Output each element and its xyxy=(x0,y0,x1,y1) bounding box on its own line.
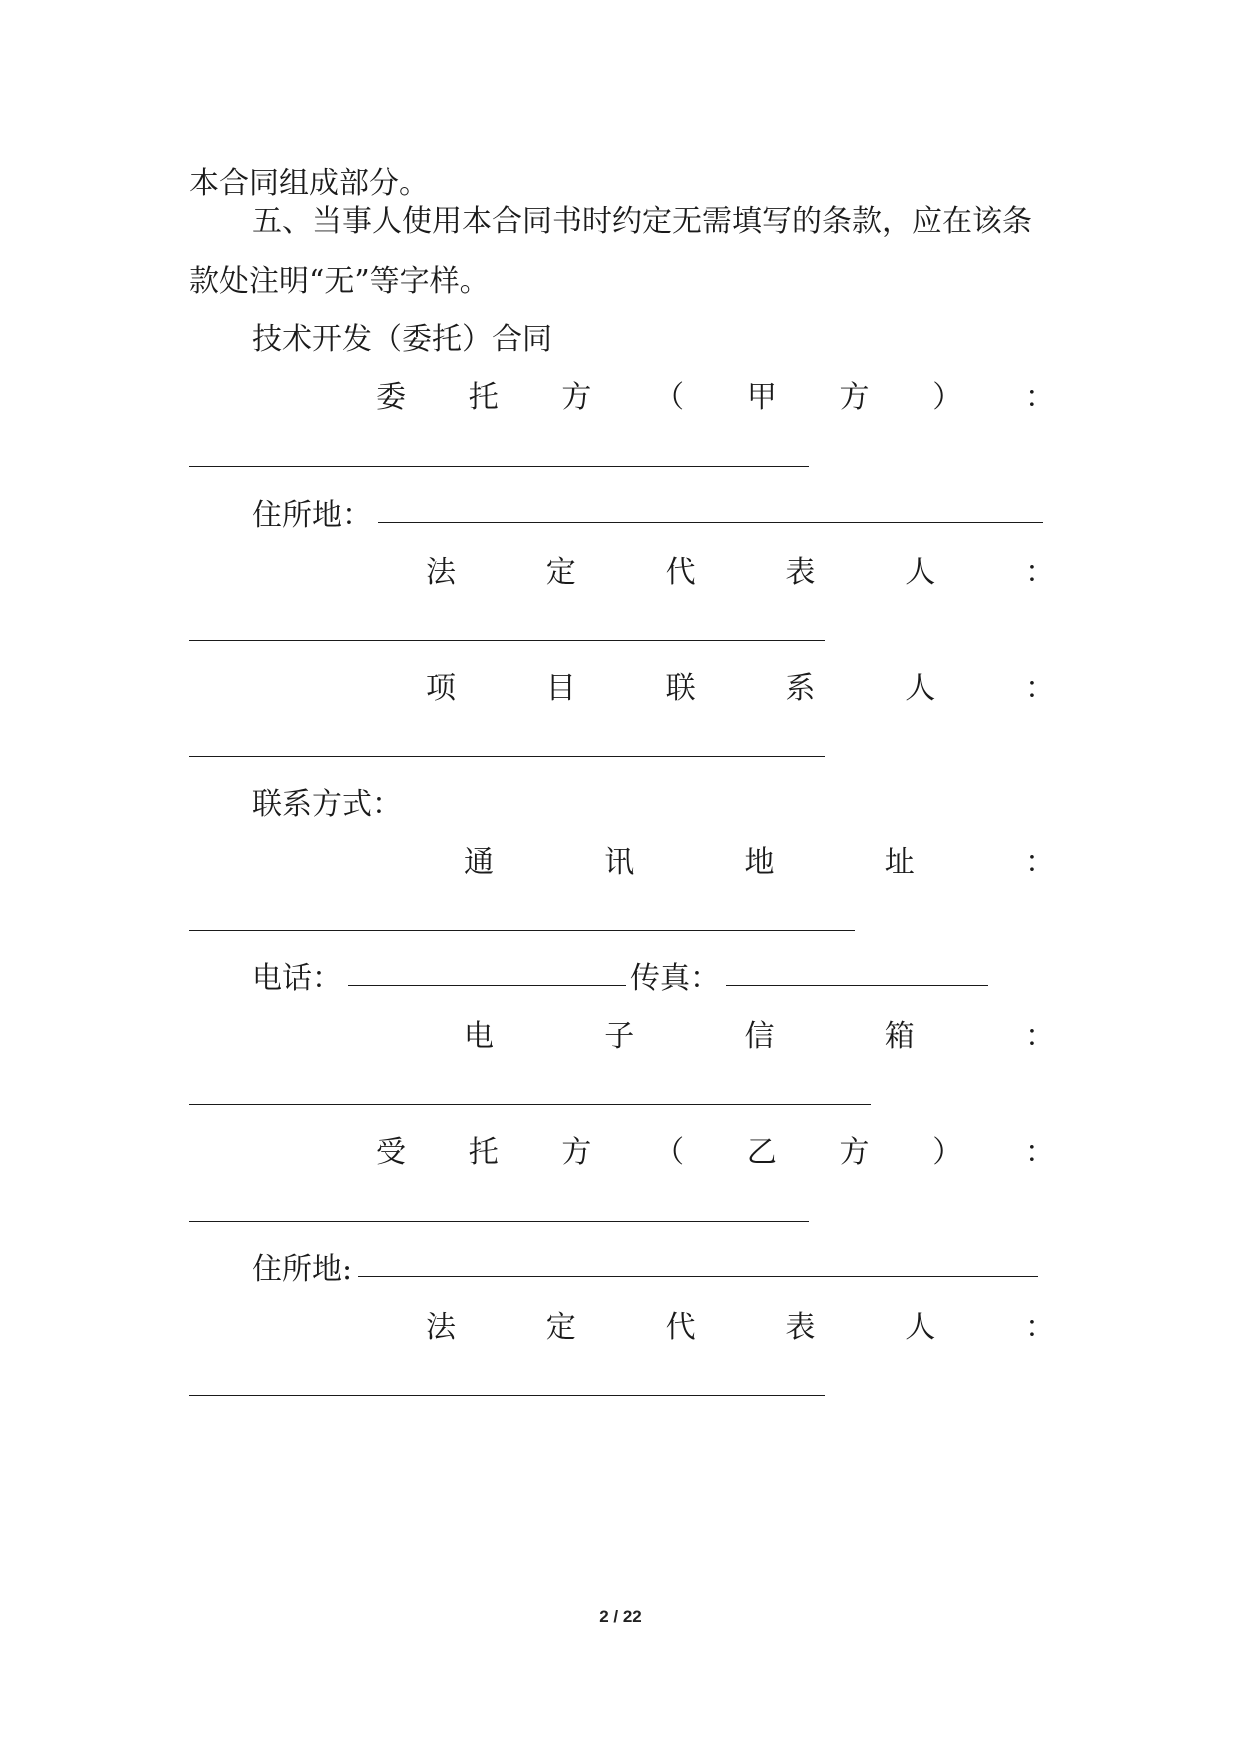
email-blank xyxy=(189,1104,871,1105)
party-b-address-row: 住所地: xyxy=(252,1250,1038,1290)
party-b-legal-rep-blank xyxy=(189,1395,825,1396)
party-a-legal-rep-blank xyxy=(189,640,825,641)
mail-address-blank xyxy=(189,930,855,931)
email-label: 电 子 信 箱 ： xyxy=(464,1019,1055,1054)
party-b-legal-rep-label: 法 定 代 表 人 ： xyxy=(426,1310,1055,1345)
contract-title: 技术开发（委托）合同 xyxy=(252,322,552,357)
page-indicator: 2 / 22 xyxy=(599,1607,642,1626)
party-a-project-contact-blank xyxy=(189,756,825,757)
party-a-address-blank xyxy=(378,522,1043,523)
party-a-label: 委 托 方 （ 甲 方 ） ： xyxy=(376,380,1055,415)
mail-address-label: 通 讯 地 址 ： xyxy=(464,845,1055,880)
party-b-address-blank xyxy=(358,1276,1038,1277)
paragraph-continuation: 本合同组成部分。 xyxy=(189,166,429,201)
party-a-project-contact-label: 项 目 联 系 人 ： xyxy=(426,671,1055,706)
party-b-name-blank xyxy=(189,1221,809,1222)
contact-method-label: 联系方式： xyxy=(252,787,402,822)
party-b-label: 受 托 方 （ 乙 方 ） ： xyxy=(376,1135,1055,1170)
party-a-name-blank xyxy=(189,466,809,467)
phone-blank xyxy=(348,985,626,986)
clause-five-line2: 款处注明“无”等字样。 xyxy=(189,264,490,299)
party-a-legal-rep-label: 法 定 代 表 人 ： xyxy=(426,555,1055,590)
party-a-address-row: 住所地： xyxy=(252,496,1043,536)
phone-fax-row: 电话： 传真： xyxy=(252,959,988,999)
clause-five-line1: 五、当事人使用本合同书时约定无需填写的条款，应在该条 xyxy=(252,204,1032,239)
fax-blank xyxy=(726,985,988,986)
